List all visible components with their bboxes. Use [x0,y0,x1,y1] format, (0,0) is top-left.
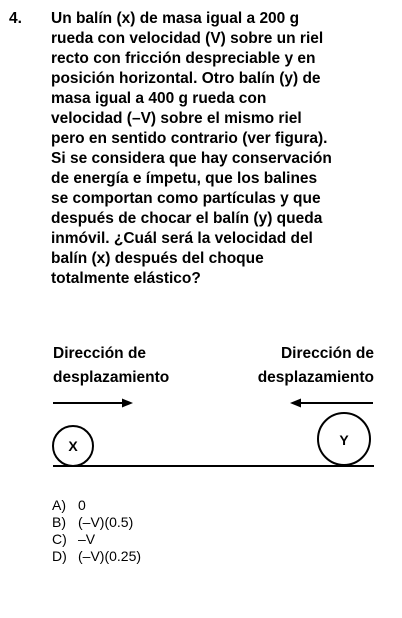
option-text: (–V)(0.5) [78,514,134,530]
right-direction-label [258,342,374,390]
question-line: balín (x) después del choque [51,250,264,267]
ball-y-label: Y [339,432,349,448]
left-direction-label-line2: desplazamiento [53,369,170,386]
option-letter: D) [52,548,67,564]
question-line: recto con fricción despreciable y en [51,50,316,67]
question-line: se comportan como partículas y que [51,190,321,207]
collision-figure [0,390,402,480]
question-line: después de chocar el balín (y) queda [51,210,323,227]
question-text [51,9,401,289]
option-text: (–V)(0.25) [78,548,142,564]
left-arrow-icon [290,399,373,408]
question-line: pero en sentido contrario (ver figura). [51,130,328,147]
option-d[interactable] [52,548,141,565]
ball-x [53,426,93,466]
question-number: 4. [9,10,22,27]
left-direction-label-line1: Dirección de [53,345,147,362]
right-direction-label-line2: desplazamiento [257,369,374,386]
question-line: rueda con velocidad (V) sobre un riel [51,30,324,47]
option-letter: C) [52,531,67,547]
option-text: 0 [78,497,86,513]
option-a[interactable] [52,497,141,514]
option-letter: A) [52,497,66,513]
right-arrow-icon [53,399,133,408]
question-line: de energía e ímpetu, que los balines [51,170,318,187]
option-letter: B) [52,514,66,530]
question-line: inmóvil. ¿Cuál será la velocidad del [51,230,313,247]
question-line: masa igual a 400 g rueda con [51,90,267,107]
left-direction-label [53,342,169,390]
answer-options [52,497,141,565]
question-line: Si se considera que hay conservación [51,150,332,167]
question-line: posición horizontal. Otro balín (y) de [51,70,321,87]
question-line: Un balín (x) de masa igual a 200 g [51,10,300,27]
question-line: velocidad (–V) sobre el mismo riel [51,110,302,127]
right-direction-label-line1: Dirección de [280,345,374,362]
ball-x-label: X [68,438,78,454]
question-line: totalmente elástico? [51,270,201,287]
option-text: –V [78,531,96,547]
option-c[interactable] [52,531,141,548]
option-b[interactable] [52,514,141,531]
ball-y [318,413,370,465]
